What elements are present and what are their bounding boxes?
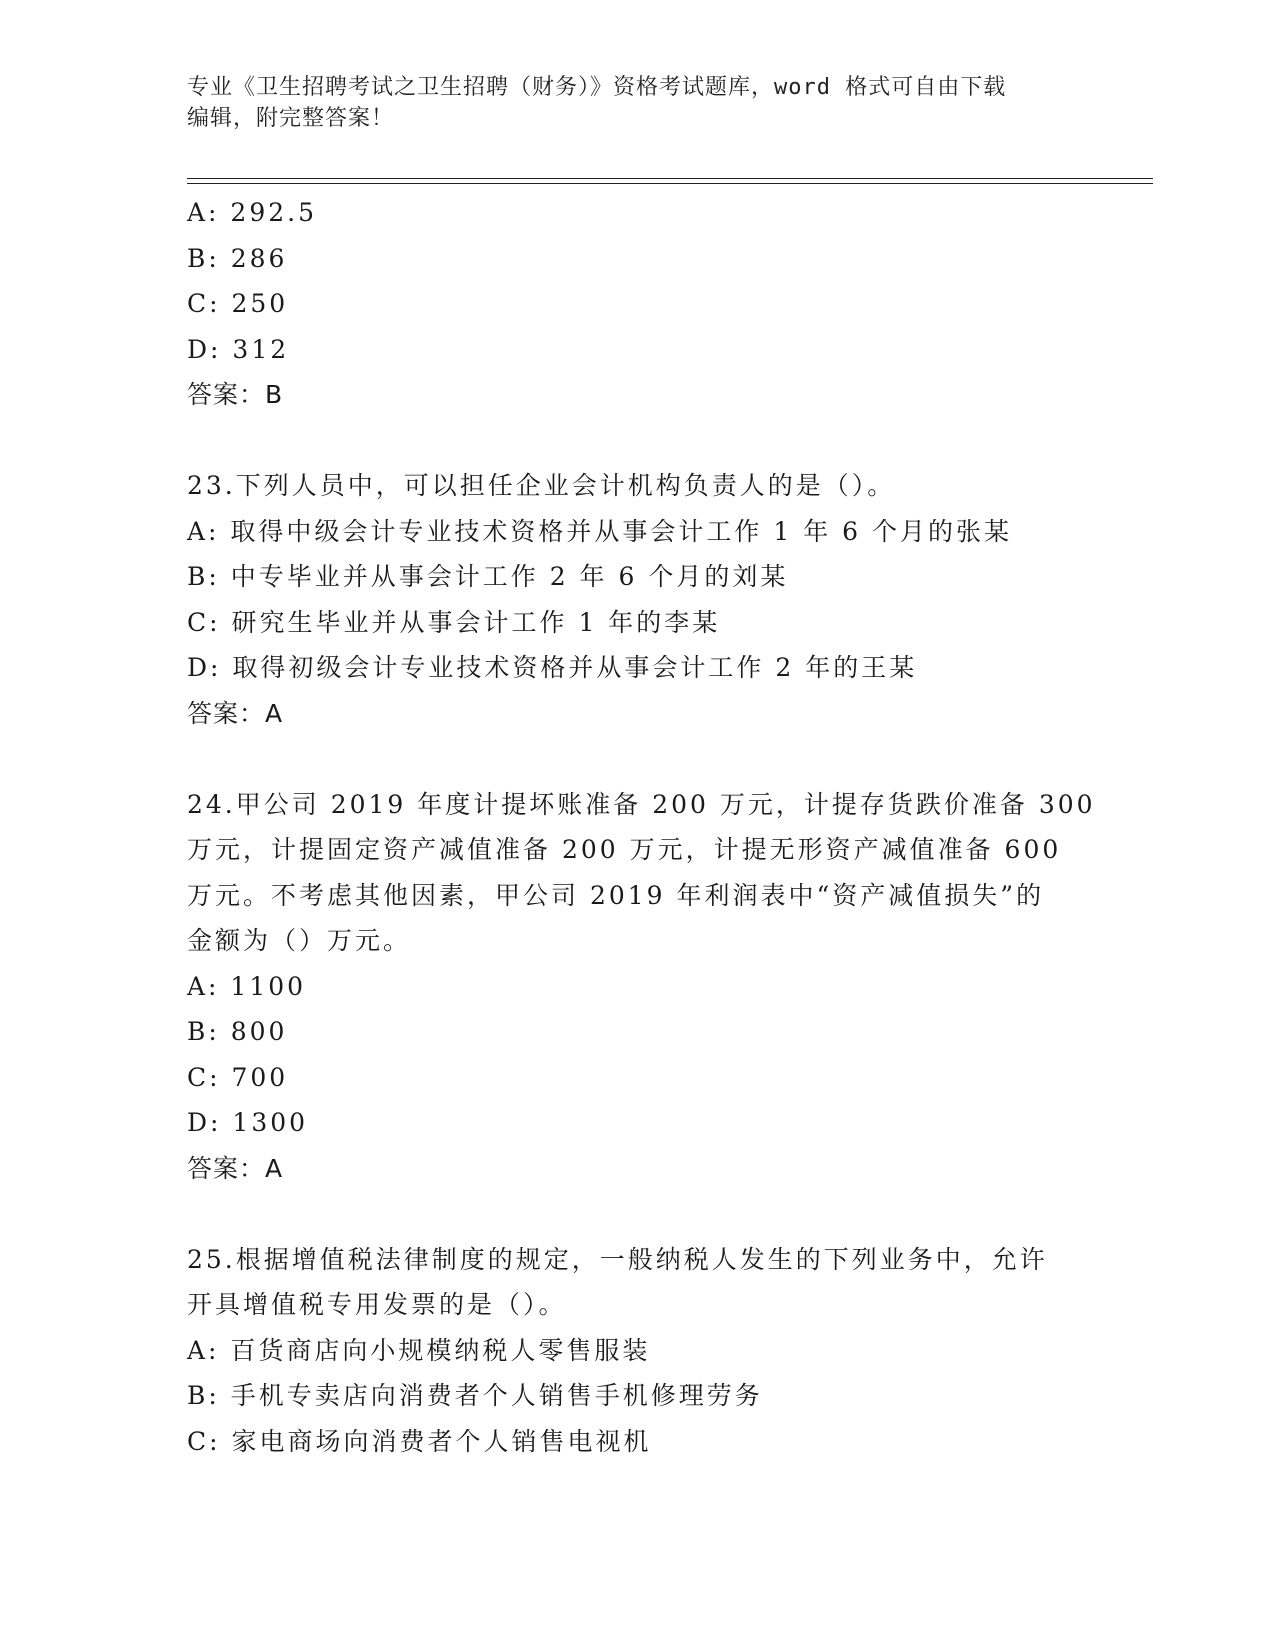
header-line-1: 专业《卫生招聘考试之卫生招聘（财务）》资格考试题库，word 格式可自由下载: [187, 75, 1007, 100]
spacer: [187, 736, 1087, 782]
option-a: A: 1100: [187, 971, 307, 1001]
option-c: C: 250: [187, 289, 289, 318]
option-b: B: 手机专卖店向消费者个人销售手机修理劳务: [187, 1381, 763, 1410]
header-rule-bottom: [187, 183, 1153, 184]
option-b: B: 800: [187, 1017, 288, 1046]
answer-label: 答案：B: [187, 380, 284, 409]
question-23-block: [187, 463, 1087, 736]
question-22-block: [187, 190, 1087, 418]
option-c: C: 700: [187, 1062, 289, 1092]
option-c: C: 研究生毕业并从事会计工作 1 年的李某: [187, 607, 721, 637]
question-25-block: [187, 1237, 1087, 1465]
option-d: D: 312: [187, 334, 290, 364]
option-c: C: 家电商场向消费者个人销售电视机: [187, 1426, 652, 1456]
question-text-line: 万元，计提固定资产减值准备 200 万元，计提无形资产减值准备 600: [187, 835, 1062, 864]
question-text-line: 金额为（）万元。: [187, 926, 412, 955]
question-24-block: [187, 782, 1096, 1192]
question-text-line: 万元。不考虑其他因素，甲公司 2019 年利润表中“资产减值损失”的: [187, 880, 1045, 910]
spacer: [187, 1191, 1087, 1237]
answer-label: 答案：A: [187, 698, 284, 728]
header-line-2: 编辑，附完整答案！: [187, 106, 395, 131]
option-d: D: 1300: [187, 1108, 309, 1137]
question-text: 23.下列人员中，可以担任企业会计机构负责人的是（）。: [187, 471, 896, 500]
question-text-line: 开具增值税专用发票的是（）。: [187, 1290, 567, 1319]
option-b: B: 中专毕业并从事会计工作 2 年 6 个月的刘某: [187, 562, 789, 591]
spacer: [187, 418, 1087, 464]
option-a: A: 百货商店向小规模纳税人零售服装: [187, 1335, 651, 1365]
question-text-line: 25.根据增值税法律制度的规定，一般纳税人发生的下列业务中，允许: [187, 1244, 1048, 1274]
header-rule-top: [187, 178, 1153, 179]
question-text-line: 24.甲公司 2019 年度计提坏账准备 200 万元，计提存货跌价准备 300: [187, 789, 1096, 819]
option-a: A: 292.5: [187, 198, 317, 227]
option-d: D: 取得初级会计专业技术资格并从事会计工作 2 年的王某: [187, 653, 918, 682]
answer-label: 答案：A: [187, 1153, 284, 1183]
question-content: [187, 190, 1096, 1464]
option-b: B: 286: [187, 243, 288, 273]
option-a: A: 取得中级会计专业技术资格并从事会计工作 1 年 6 个月的张某: [187, 516, 1013, 546]
document-header: [187, 72, 1087, 134]
